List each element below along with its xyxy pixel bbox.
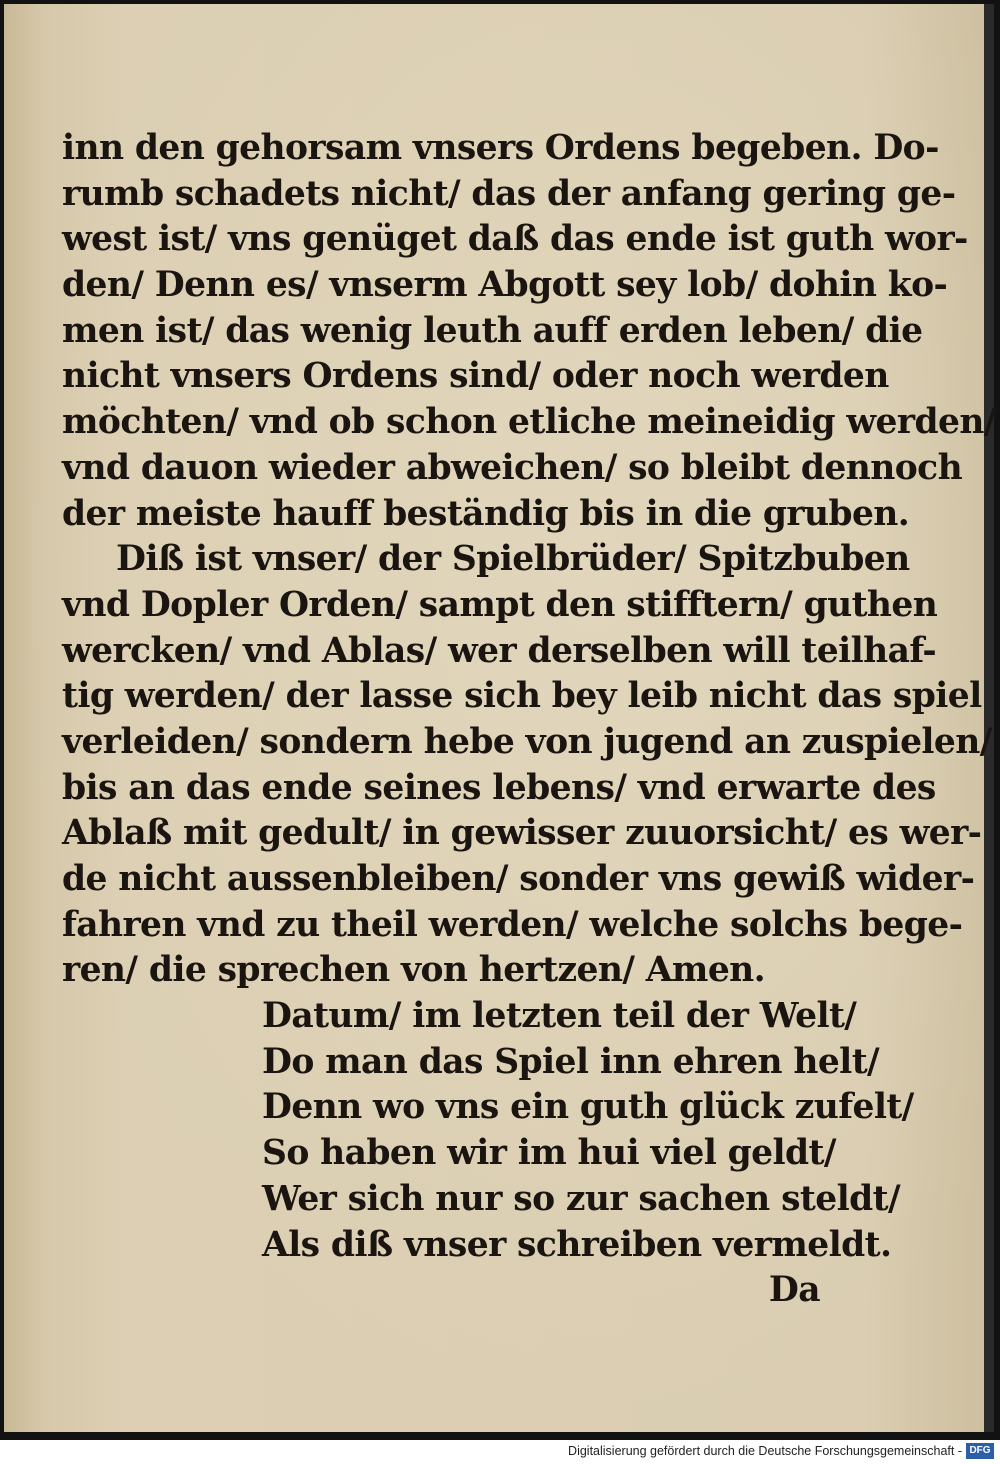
text-line: vnd Dopler Orden/ sampt den stifftern/ guthen (62, 584, 938, 625)
text-line: Ablaß mit gedult/ in gewisser zuuorsicht/ es wer- (62, 813, 982, 854)
verse-line: Denn wo vns ein guth glück zufelt/ (262, 1087, 914, 1128)
catchword: Da (768, 1270, 820, 1311)
paragraph-first-line: Diß ist vnser/ der Spielbrüder/ Spitzbuben (116, 539, 910, 580)
text-line: fahren vnd zu theil werden/ welche solchs bege- (62, 904, 963, 945)
text-line: de nicht aussenbleiben/ sonder vns gewiß wider- (62, 859, 975, 899)
text-line: möchten/ vnd ob schon etliche meineidig werden/ (62, 402, 996, 443)
verse-line: Do man das Spiel inn ehren helt/ (262, 1041, 880, 1082)
text-line: vnd dauon wieder abweichen/ so bleibt dennoch (62, 447, 963, 488)
text-line: wercken/ vnd Ablas/ wer derselben will teilhaf- (62, 630, 937, 671)
verse-line: So haben wir im hui viel geldt/ (262, 1133, 836, 1174)
verse-line: Wer sich nur so zur sachen steldt/ (262, 1178, 900, 1219)
verse-line: Datum/ im letzten teil der Welt/ (262, 996, 857, 1037)
text-line: ren/ die sprechen von hertzen/ Amen. (62, 950, 766, 991)
dfg-logo: DFG (966, 1443, 994, 1459)
text-line: tig werden/ der lasse sich bey leib nicht das spiel (62, 676, 982, 717)
text-line: der meiste hauff beständig bis in die gruben. (62, 493, 910, 534)
text-line: nicht vnsers Ordens sind/ oder noch werden (62, 356, 889, 397)
funding-credit: Digitalisierung gefördert durch die Deutsche Forschungsgemeinschaft - (568, 1444, 962, 1458)
page-text (62, 126, 996, 1314)
text-line: rumb schadets nicht/ das der anfang gering ge- (62, 173, 956, 214)
text-line: inn den gehorsam vnsers Ordens begeben. Do- (62, 128, 939, 168)
text-line: den/ Denn es/ vnserm Abgott sey lob/ dohin ko- (62, 265, 948, 306)
text-line: west ist/ vns genüget daß das ende ist guth wor- (62, 219, 968, 260)
text-line: men ist/ das wenig leuth auff erden leben/ die (62, 310, 923, 351)
footer-bar (0, 1440, 1000, 1464)
verse-line: Als diß vnser schreiben vermeldt. (262, 1224, 892, 1265)
text-line: bis an das ende seines lebens/ vnd erwarte des (62, 767, 936, 808)
book-page (4, 4, 994, 1432)
text-line: verleiden/ sondern hebe von jugend an zuspielen/ (62, 721, 992, 762)
